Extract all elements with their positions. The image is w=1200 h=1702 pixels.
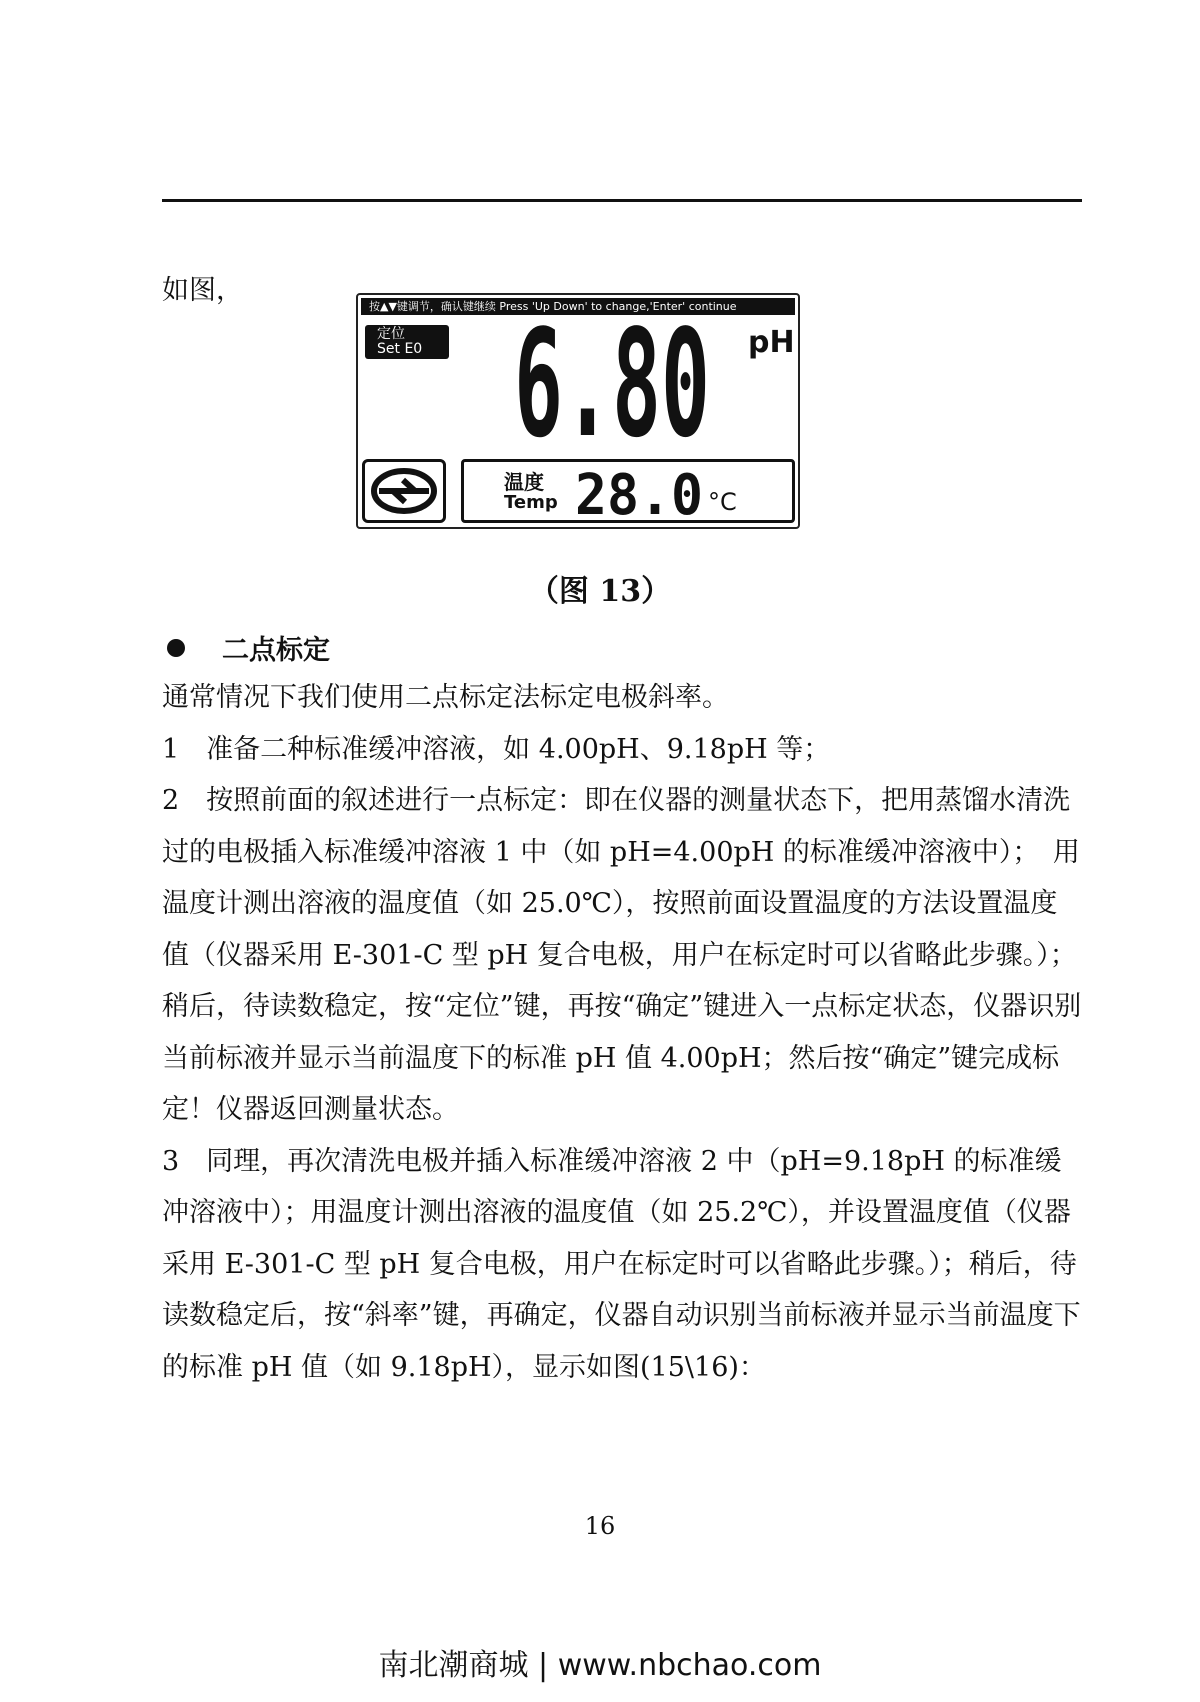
figure-caption: （图 13） — [528, 574, 672, 609]
paragraph: 2 按照前面的叙述进行一点标定：即在仪器的测量状态下，把用蒸馏水清洗过的电极插入标准缓冲溶液 1 中（如 pH=4.00pH 的标准缓冲溶液中）； 用温度计测出溶液的温度值（如 25.0℃），按照前面设置温度的方法设置温度值（仪器采用 E-301-C 型 pH 复合电极，用户在标定时可以省略此步骤。）；稍后，待读数稳定，按“定位”键，再按“确定”键进入一点标定状态，仪器识别当前标液并显示当前温度下的标准 pH 值 4.00pH；然后按“确定”键完成标定！仪器返回测量状态。 — [162, 785, 1082, 1125]
header-rule — [162, 199, 1082, 202]
lcd-main-reading — [512, 317, 712, 447]
lcd-instruction-banner: 按▲▼键调节，确认键继续 Press 'Up Down' to change,'Enter' continue — [361, 298, 795, 315]
paragraph: 通常情况下我们使用二点标定法标定电极斜率。 — [162, 682, 729, 713]
section-title: 二点标定 — [222, 635, 330, 666]
temp-label-en: Temp — [504, 492, 558, 513]
intro-text: 如图， — [162, 275, 243, 306]
lcd-temp-unit: °C — [708, 488, 737, 516]
lcd-temp-reading — [574, 466, 704, 518]
lcd-temperature-panel — [461, 459, 795, 523]
temp-label-cn: 温度 — [504, 470, 544, 494]
page-number: 16 — [584, 1512, 616, 1540]
paragraph: 3 同理，再次清洗电极并插入标准缓冲溶液 2 中（pH=9.18pH 的标准缓冲溶液中）；用温度计测出溶液的温度值（如 25.2℃），并设置温度值（仪器采用 E-301-C 型 pH 复合电极，用户在标定时可以省略此步骤。）；稍后，待读数稳定后，按“斜率”键，再确定，仪器自动识别当前标液并显示当前温度下的标准 pH 值（如 9.18pH），显示如图(15\16)： — [162, 1145, 1081, 1383]
lcd-main-value: 6.80 — [514, 317, 710, 447]
body-text — [162, 672, 1082, 1393]
footer-watermark: 南北潮商城 | www.nbchao.com — [378, 1648, 822, 1683]
lcd-temp-value: 28.0 — [575, 466, 703, 518]
lcd-mode-en: Set E0 — [377, 341, 423, 357]
brand-logo-graphic — [365, 462, 443, 520]
paragraph: 1 准备二种标准缓冲溶液，如 4.00pH、9.18pH 等； — [162, 733, 831, 765]
lcd-main-unit: pH — [748, 325, 795, 360]
brand-logo-icon — [362, 459, 446, 523]
lcd-mode-cn: 定位 — [377, 326, 405, 342]
bullet-icon — [167, 639, 185, 657]
lcd-mode-badge — [365, 325, 449, 359]
lcd-display-figure — [356, 293, 800, 529]
